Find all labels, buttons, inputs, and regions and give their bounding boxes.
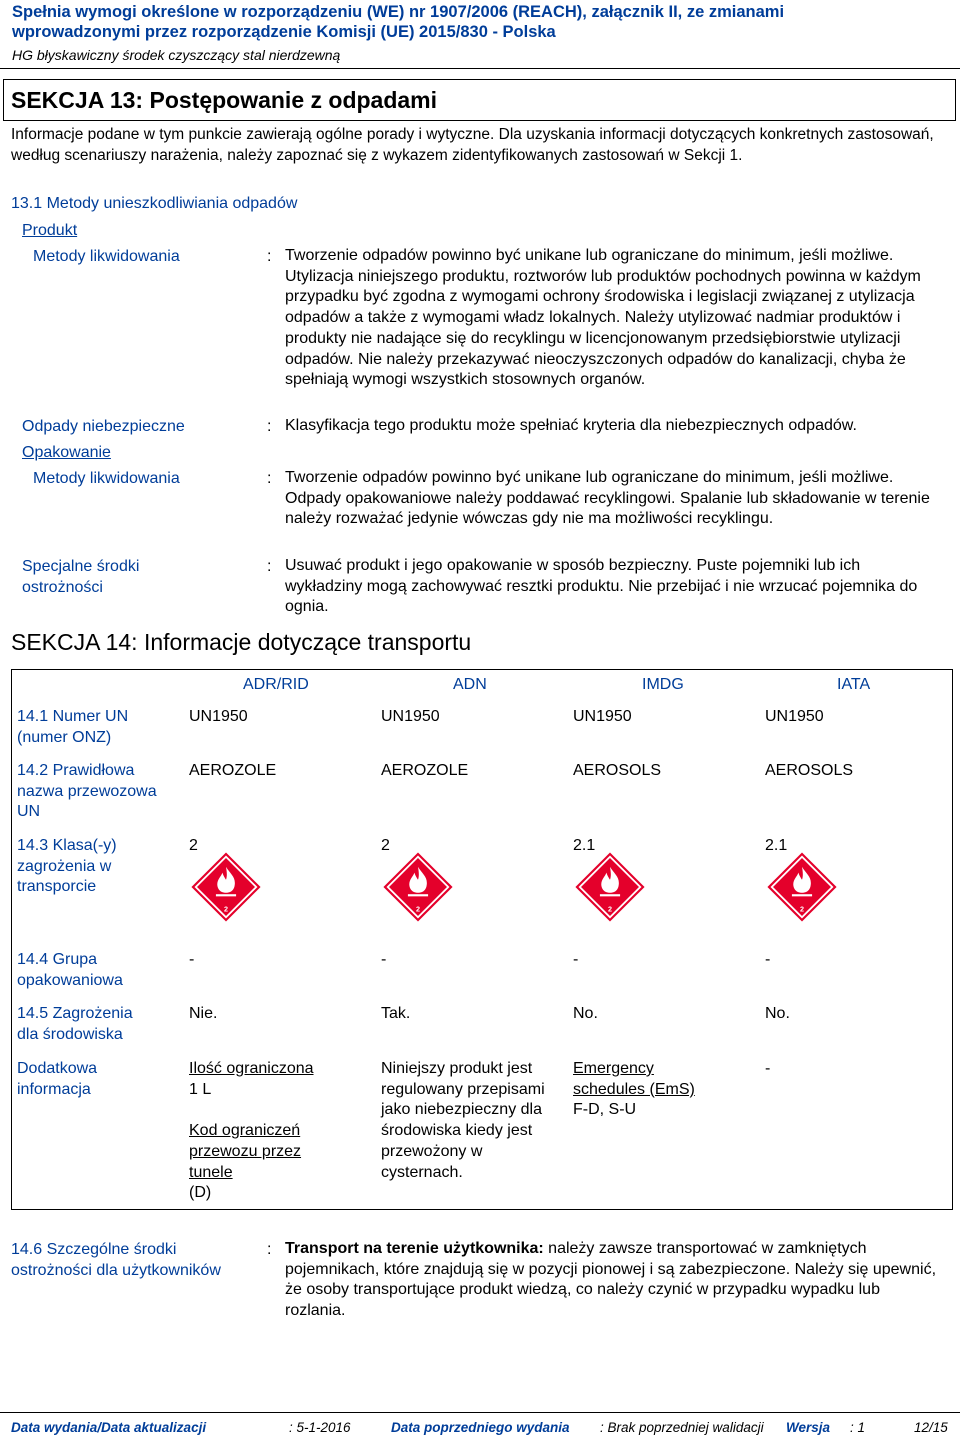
disposal-value: Tworzenie odpadów powinno być unikane lub ograniczane do minimum, jeśli możliwe. Utylizacja niniejszego produktu, roztworów lub produktów pochodnych powinna w każdym przypadku być zgodna z wymogami ochrony środowiska i legislacji związanej z utylizacja odpadów a także z wymogami władz lokalnych. Należy utylizować nadmiar produktów i produkty nie nadające się do recyklingu w licencjonowanym przedsiębiorstwie utylizacji odpadów. Nie należy przekazywać nieoczyszczonych odpadów do kanalizacji, chyba że spełniają wymogi wszystkich stosownych organów. [285, 247, 921, 389]
packaging-disposal-label: Metody likwidowania [33, 470, 180, 487]
packaging-disposal-value: Tworzenie odpadów powinno być unikane lub ograniczane do minimum, jeśli możliwe. Odpady opakowaniowe należy poddawać recyklingowi. Spalanie lub składowanie w terenie należy rozważać jedynie wówczas gdy nie ma możliwości recyklingu. [285, 469, 930, 528]
cell-class-adn: 2 [381, 837, 390, 854]
special-precautions-text: należy zawsze transportować w zamkniętych pojemnikach, które znajdują się w pozycji pionowej i są zabezpieczone. Należy się upewnić, że osoby transportujące produkt wiedzą, co należy czynić w przypadku wypadku lub rozlania. [285, 1240, 937, 1320]
cell-name-iata: AEROSOLS [765, 762, 854, 779]
product-heading: Produkt [22, 222, 78, 239]
cell-env-adn: Tak. [381, 1005, 411, 1022]
cell-additional-imdg [573, 1059, 743, 1121]
tunnel-code-value: (D) [189, 1184, 212, 1202]
colon: : [267, 470, 272, 487]
ems-value: F-D, S-U [573, 1101, 637, 1119]
pictogram-number: 2 [800, 904, 804, 914]
tunnel-code-label: Kod ograniczeń przewozu przez tunele [189, 1122, 302, 1181]
pictogram-number: 2 [224, 904, 228, 914]
precautions-label: Specjalne środki ostrożności [22, 558, 140, 596]
cell-additional-adr [189, 1059, 369, 1204]
row-label-packing-group: 14.4 Grupa opakowaniowa [17, 951, 123, 989]
footer-version-value: : 1 [850, 1420, 866, 1435]
pictogram-number: 2 [416, 904, 420, 914]
regulation-line-2: wprowadzonymi przez rozporządzenie Komisji (UE) 2015/830 - Polska [12, 23, 556, 41]
colon: : [267, 558, 272, 575]
cell-class-imdg: 2.1 [573, 837, 596, 854]
colon: : [267, 418, 272, 435]
cell-pg-adr: - [189, 951, 195, 968]
hazardous-waste-label: Odpady niebezpieczne [22, 418, 185, 435]
cell-env-imdg: No. [573, 1005, 598, 1022]
section13-intro: Informacje podane w tym punkcie zawierają ogólne porady i wytyczne. Dla uzyskania informacji dotyczących konkretnych zastosowań, według scenariuszy narażenia, należy zapoznać się z wykazem zidentyfikowanych zastosowań w Sekcji 1. [11, 126, 934, 164]
regulation-header [12, 2, 952, 42]
packaging-heading: Opakowanie [22, 444, 111, 461]
precautions-value: Usuwać produkt i jego opakowanie w sposób bezpieczny. Puste pojemniki lub ich wykładziny mogą zachowywać resztki produktu. Nie przebijać i nie wrzucać pojemnika do ognia. [285, 557, 918, 616]
flammable-gas-pictogram-icon [766, 851, 838, 923]
cell-pg-iata: - [765, 951, 771, 968]
cell-env-adr: Nie. [189, 1005, 218, 1022]
column-imdg: IMDG [642, 676, 684, 693]
cell-pg-imdg: - [573, 951, 579, 968]
limited-quantity-value: 1 L [189, 1080, 212, 1098]
flammable-gas-pictogram-icon [190, 851, 262, 923]
row-label-un-number: 14.1 Numer UN (numer ONZ) [17, 708, 129, 746]
special-precautions-label: 14.6 Szczególne środki ostrożności dla użytkowników [11, 1241, 221, 1279]
cell-un-adn: UN1950 [381, 708, 440, 725]
special-precautions-bold: Transport na terenie użytkownika: [285, 1240, 544, 1257]
disposal-label: Metody likwidowania [33, 248, 180, 265]
footer-previous-label: Data poprzedniego wydania [391, 1420, 570, 1435]
row-label-environment: 14.5 Zagrożenia dla środowiska [17, 1005, 133, 1043]
cell-name-adr: AEROZOLE [189, 762, 277, 779]
cell-un-adr: UN1950 [189, 708, 248, 725]
cell-pg-adn: - [381, 951, 387, 968]
row-label-shipping-name: 14.2 Prawidłowa nazwa przewozowa UN [17, 762, 157, 821]
cell-name-adn: AEROZOLE [381, 762, 469, 779]
colon: : [267, 248, 272, 265]
cell-name-imdg: AEROSOLS [573, 762, 662, 779]
row-label-additional: Dodatkowa informacja [17, 1060, 98, 1098]
flammable-gas-pictogram-icon [382, 851, 454, 923]
footer-issue-value: : 5-1-2016 [289, 1420, 351, 1435]
cell-class-adr: 2 [189, 837, 198, 854]
special-precautions-value [285, 1239, 940, 1322]
limited-quantity-label: Ilość ograniczona [189, 1060, 314, 1077]
row-label-hazard-class: 14.3 Klasa(-y) zagrożenia w transporcie [17, 837, 117, 896]
cell-additional-iata: - [765, 1060, 771, 1077]
column-iata: IATA [837, 676, 871, 693]
header-divider [0, 68, 960, 69]
product-name: HG błyskawiczny środek czyszczący stal nierdzewną [12, 47, 341, 63]
subsection-13-1: 13.1 Metody unieszkodliwiania odpadów [11, 195, 298, 212]
column-adr: ADR/RID [243, 676, 309, 693]
section13-title: SEKCJA 13: Postępowanie z odpadami [11, 87, 438, 113]
footer-version-label: Wersja [786, 1420, 831, 1435]
cell-class-iata: 2.1 [765, 837, 788, 854]
cell-additional-adn: Niniejszy produkt jest regulowany przepisami jako niebezpieczny dla środowiska kiedy jest przewożony w cysternach. [381, 1060, 545, 1181]
hazardous-waste-value: Klasyfikacja tego produktu może spełniać kryteria dla niebezpiecznych odpadów. [285, 417, 857, 434]
regulation-line-1: Spełnia wymogi określone w rozporządzeniu (WE) nr 1907/2006 (REACH), załącznik II, ze zmianami [12, 3, 785, 21]
pictogram-number: 2 [608, 904, 612, 914]
footer-issue-label: Data wydania/Data aktualizacji [11, 1420, 207, 1435]
flammable-gas-pictogram-icon [574, 851, 646, 923]
cell-un-iata: UN1950 [765, 708, 824, 725]
cell-un-imdg: UN1950 [573, 708, 632, 725]
colon: : [267, 1241, 272, 1258]
section14-title: SEKCJA 14: Informacje dotyczące transportu [11, 629, 472, 655]
cell-env-iata: No. [765, 1005, 790, 1022]
footer-page: 12/15 [914, 1420, 948, 1435]
footer-previous-value: : Brak poprzedniej walidacji [600, 1420, 764, 1435]
footer-divider [0, 1412, 960, 1413]
column-adn: ADN [453, 676, 487, 693]
ems-label: Emergency schedules (EmS) [573, 1060, 695, 1098]
